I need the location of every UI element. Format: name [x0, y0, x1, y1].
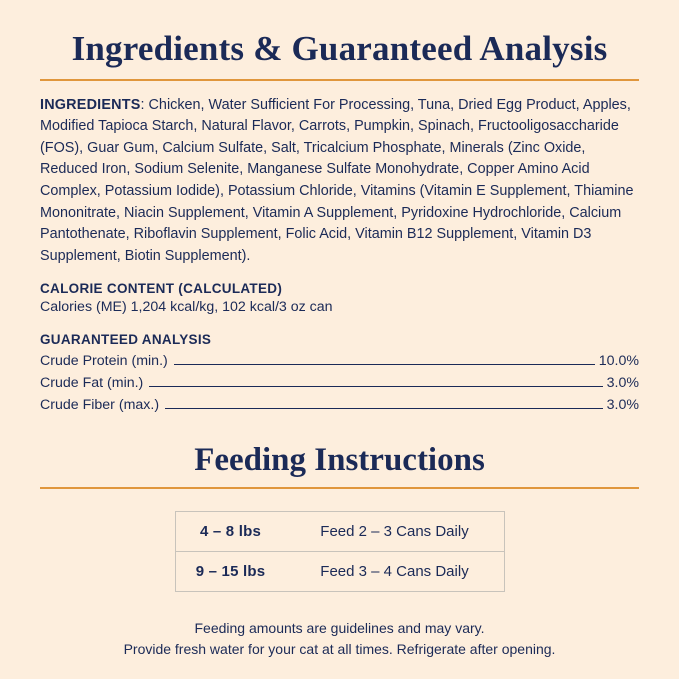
guaranteed-analysis-list [40, 350, 639, 416]
analysis-value: 3.0% [606, 374, 639, 391]
analysis-label: Crude Fat (min.) [40, 374, 144, 391]
analysis-label: Crude Protein (min.) [40, 352, 168, 369]
feeding-title: Feeding Instructions [194, 441, 485, 478]
table-row [175, 511, 505, 552]
calorie-content-text: Calories (ME) 1,204 kcal/kg, 102 kcal/3 oz can [40, 299, 333, 316]
analysis-row [40, 372, 639, 394]
feeding-note-line-1: Feeding amounts are guidelines and may vary. [194, 619, 485, 636]
feeding-note-line-2: Provide fresh water for your cat at all times. Refrigerate after opening. [123, 640, 556, 657]
table-row [175, 552, 505, 592]
title-divider [40, 79, 639, 81]
feeding-instructions-section [40, 442, 639, 660]
analysis-value: 3.0% [606, 396, 639, 413]
page-title: Ingredients & Guaranteed Analysis [71, 29, 608, 68]
feeding-weight: 9 – 15 lbs [195, 562, 266, 580]
feeding-amount: Feed 3 – 4 Cans Daily [320, 562, 469, 580]
feeding-divider [40, 487, 639, 489]
analysis-value: 10.0% [598, 352, 639, 369]
ingredients-label: INGREDIENTS [40, 96, 141, 113]
feeding-amount: Feed 2 – 3 Cans Daily [320, 522, 469, 540]
analysis-row [40, 350, 639, 372]
analysis-row [40, 394, 639, 416]
feeding-weight: 4 – 8 lbs [199, 522, 261, 540]
ingredients-paragraph [40, 95, 639, 268]
guaranteed-analysis-heading: GUARANTEED ANALYSIS [40, 331, 212, 347]
analysis-label: Crude Fiber (max.) [40, 396, 160, 413]
analysis-leader-line [174, 363, 595, 365]
ingredients-text: : Chicken, Water Sufficient For Processing, Tuna, Dried Egg Product, Apples, Modified Tapioca Starch, Natural Flavor, Carrots, Pumpkin, Spinach, Fructooligosaccharide (FOS), Guar Gum, Calcium Sulfate, Salt, Tricalcium Phosphate, Minerals (Zinc Oxide, Reduced Iron, Sodium Selenite, Manganese Sulfate Monohydrate, Copper Amino Acid Complex, Potassium Iodide), Potassium Chloride, Vitamins (Vitamin E Supplement, Thiamine Mononitrate, Niacin Supplement, Vitamin A Supplement, Pyridoxine Hydrochloride, Calcium Pantothenate, Riboflavin Supplement, Folic Acid, Vitamin B12 Supplement, Vitamin D3 Supplement, Biotin Supplement). [40, 96, 634, 264]
analysis-leader-line [165, 407, 603, 409]
analysis-leader-line [149, 385, 602, 387]
calorie-content-heading: CALORIE CONTENT (CALCULATED) [40, 281, 283, 297]
feeding-notes [40, 618, 639, 660]
feeding-table [175, 511, 505, 592]
